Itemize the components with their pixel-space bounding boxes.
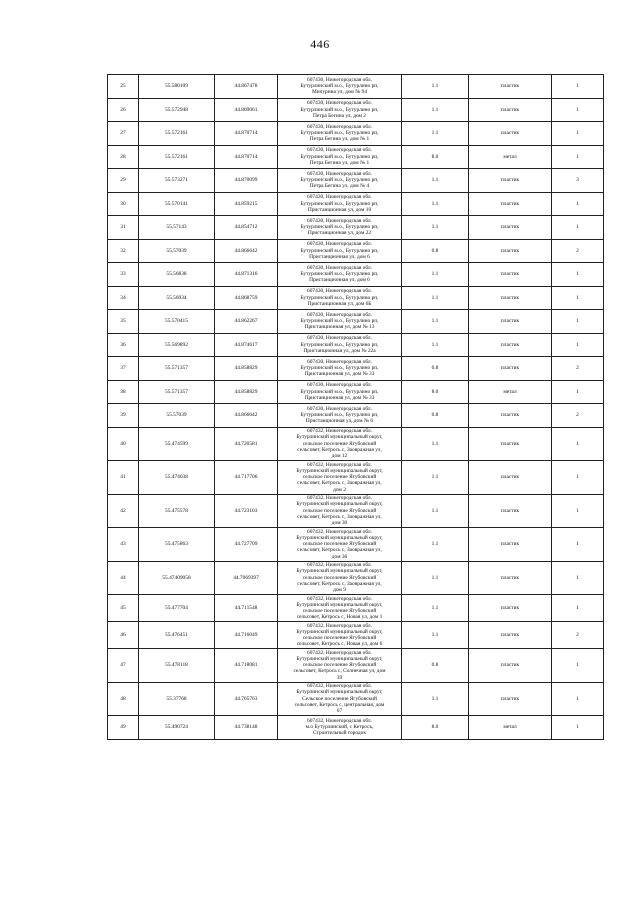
count-cell: 1 xyxy=(552,75,604,99)
address-line: сельсовет, Кетрось с, Заовражная ул, xyxy=(297,580,382,587)
count-cell: 1 xyxy=(552,98,604,122)
count-cell: 1 xyxy=(552,682,604,716)
area-cell: 1.1 xyxy=(402,310,469,334)
row-number-cell: 44 xyxy=(108,561,139,595)
row-number-cell: 42 xyxy=(108,494,139,528)
area-cell: 1.1 xyxy=(402,216,469,240)
area-cell: 1.1 xyxy=(402,561,469,595)
material-cell: пластик xyxy=(469,649,552,683)
count-cell: 1 xyxy=(552,461,604,495)
material-cell: пластик xyxy=(469,122,552,146)
table-row xyxy=(108,461,604,495)
material-cell: пластик xyxy=(469,333,552,357)
address-cell xyxy=(278,216,402,240)
row-number-cell: 46 xyxy=(108,622,139,649)
address-cell xyxy=(278,169,402,193)
address-line: 607430, Нижегородская обл. xyxy=(307,76,372,83)
row-number-cell: 30 xyxy=(108,192,139,216)
count-cell: 1 xyxy=(552,380,604,404)
address-line: дом 30 xyxy=(331,520,348,527)
address-line: дом 36 xyxy=(331,553,348,560)
area-cell: 1.1 xyxy=(402,427,469,461)
latitude-cell: 55.56934 xyxy=(139,286,215,310)
address-line: Пристанционная ул, дом № 33 xyxy=(304,394,375,401)
address-line: 607432, Нижегородская обл. xyxy=(307,717,372,724)
address-line: Бутурлинский м.о., Бутурлино рп, xyxy=(300,341,379,348)
area-cell: 1.1 xyxy=(402,622,469,649)
area-cell: 8.0 xyxy=(402,380,469,404)
address-line: м.о Бутурлинский, с Кетрось, xyxy=(305,724,374,731)
address-line: Бутурлинский муниципальный округ, xyxy=(296,689,383,696)
table-row xyxy=(108,263,604,287)
longitude-cell: 44.869061 xyxy=(215,98,278,122)
address-line: Бутурлинский м.о., Бутурлино рп, xyxy=(300,224,379,231)
address-line: 607430, Нижегородская обл. xyxy=(307,405,372,412)
address-line: сельское поселение Ягубовский xyxy=(302,608,377,614)
table-row xyxy=(108,649,604,683)
latitude-cell: 55.475863 xyxy=(139,528,215,562)
row-number-cell: 28 xyxy=(108,145,139,169)
address-line: 607432, Нижегородская обл. xyxy=(307,683,372,690)
area-cell: 1.1 xyxy=(402,122,469,146)
count-cell: 2 xyxy=(552,357,604,381)
address-cell xyxy=(278,427,402,461)
latitude-cell: 55.570415 xyxy=(139,310,215,334)
address-line: Бутурлинский муниципальный округ, xyxy=(296,467,383,474)
longitude-cell: 44.858829 xyxy=(215,357,278,381)
address-cell xyxy=(278,333,402,357)
material-cell: пластик xyxy=(469,357,552,381)
address-line: Бутурлинский муниципальный округ, xyxy=(296,501,383,508)
address-line: 607432, Нижегородская обл. xyxy=(307,528,372,535)
address-line: Бутурлинский м.о., Бутурлино рп, xyxy=(300,130,379,137)
address-cell xyxy=(278,561,402,595)
longitude-cell: 44.765763 xyxy=(215,682,278,716)
page-number: 446 xyxy=(310,37,330,51)
address-line: сельское поселение Ягубовский xyxy=(302,635,377,641)
area-cell: 1.1 xyxy=(402,286,469,310)
address-line: Бутурлинский муниципальный округ, xyxy=(296,534,383,541)
material-cell: пластик xyxy=(469,310,552,334)
address-line: 607430, Нижегородская обл. xyxy=(307,147,372,154)
address-line: 607430, Нижегородская обл. xyxy=(307,123,372,130)
latitude-cell: 55.572161 xyxy=(139,122,215,146)
address-line: Пристанционная ул, дом № 33 xyxy=(304,371,375,378)
longitude-cell: 44.866642 xyxy=(215,239,278,263)
latitude-cell: 55.478118 xyxy=(139,649,215,683)
longitude-cell: 44.871316 xyxy=(215,263,278,287)
address-cell xyxy=(278,239,402,263)
area-cell: 1.1 xyxy=(402,98,469,122)
row-number-cell: 26 xyxy=(108,98,139,122)
table-row xyxy=(108,75,604,99)
row-number-cell: 47 xyxy=(108,649,139,683)
latitude-cell: 55.570141 xyxy=(139,192,215,216)
longitude-cell: 44.874617 xyxy=(215,333,278,357)
row-number-cell: 25 xyxy=(108,75,139,99)
address-line: сельсовет, Кетрось с, Заовражная ул, xyxy=(297,547,382,554)
address-line: Бутурлинский муниципальный округ, xyxy=(296,434,383,441)
latitude-cell: 55.572948 xyxy=(139,98,215,122)
address-line: Бутурлинский м.о., Бутурлино рп, xyxy=(300,294,379,301)
longitude-cell: 44.718081 xyxy=(215,649,278,683)
count-cell: 1 xyxy=(552,716,604,740)
longitude-cell: 44.716049 xyxy=(215,622,278,649)
latitude-cell: 55.490724 xyxy=(139,716,215,740)
address-line: Бутурлинский м.о., Бутурлино рп, xyxy=(300,247,379,254)
longitude-cell: 44.727709 xyxy=(215,528,278,562)
address-line: 607432, Нижегородская обл. xyxy=(307,495,372,502)
container-sites-table xyxy=(107,74,604,740)
address-cell xyxy=(278,528,402,562)
address-line: Пристанционная ул, дом 6 xyxy=(309,253,370,260)
row-number-cell: 29 xyxy=(108,169,139,193)
longitude-cell: 44.720581 xyxy=(215,427,278,461)
row-number-cell: 35 xyxy=(108,310,139,334)
material-cell: пластик xyxy=(469,169,552,193)
area-cell: 1.1 xyxy=(402,528,469,562)
count-cell: 1 xyxy=(552,649,604,683)
table-row xyxy=(108,404,604,428)
longitude-cell: 44.870099 xyxy=(215,169,278,193)
longitude-cell: 44.870714 xyxy=(215,145,278,169)
address-line: 39 xyxy=(336,674,343,681)
count-cell: 2 xyxy=(552,239,604,263)
row-number-cell: 33 xyxy=(108,263,139,287)
material-cell: пластик xyxy=(469,561,552,595)
table-body xyxy=(108,75,604,740)
address-line: 607430, Нижегородская обл. xyxy=(307,241,372,248)
address-cell xyxy=(278,461,402,495)
address-cell xyxy=(278,622,402,649)
address-line: 607432, Нижегородская обл. xyxy=(307,595,372,602)
latitude-cell: 55.57039 xyxy=(139,239,215,263)
address-line: 607430, Нижегородская обл. xyxy=(307,170,372,177)
material-cell: метал xyxy=(469,380,552,404)
latitude-cell: 55.37768 xyxy=(139,682,215,716)
material-cell: пластик xyxy=(469,461,552,495)
row-number-cell: 43 xyxy=(108,528,139,562)
latitude-cell: 55.47409058 xyxy=(139,561,215,595)
address-line: 607432, Нижегородская обл. xyxy=(307,649,372,656)
material-cell: пластик xyxy=(469,595,552,622)
address-line: 607430, Нижегородская обл. xyxy=(307,311,372,318)
area-cell: 1.1 xyxy=(402,75,469,99)
table-row xyxy=(108,216,604,240)
area-cell: 1.1 xyxy=(402,192,469,216)
latitude-cell: 55.57039 xyxy=(139,404,215,428)
latitude-cell: 55.474599 xyxy=(139,427,215,461)
area-cell: 1.1 xyxy=(402,169,469,193)
address-line: Пристанционная ул, дом № 6 xyxy=(305,418,374,425)
count-cell: 1 xyxy=(552,494,604,528)
address-line: 607432, Нижегородская обл. xyxy=(307,622,372,629)
address-line: сельсовет, Кетрось с, Солнечная ул, дом xyxy=(293,668,386,675)
address-line: сельсовет, Кетрось с, Новая ул, дом 6 xyxy=(296,641,383,648)
address-line: 607430, Нижегородская обл. xyxy=(307,217,372,224)
row-number-cell: 38 xyxy=(108,380,139,404)
address-cell xyxy=(278,649,402,683)
table-row xyxy=(108,145,604,169)
address-line: Бутурлинский м.о., Бутурлино рп, xyxy=(300,318,379,325)
address-cell xyxy=(278,380,402,404)
count-cell: 1 xyxy=(552,286,604,310)
address-line: сельское поселение Ягубовский xyxy=(302,574,377,581)
address-line: Бутурлинский муниципальный округ, xyxy=(296,568,383,575)
address-cell xyxy=(278,75,402,99)
address-line: Бутурлинский м.о., Бутурлино рп, xyxy=(300,412,379,419)
table-row xyxy=(108,192,604,216)
address-cell xyxy=(278,494,402,528)
longitude-cell: 44.867478 xyxy=(215,75,278,99)
address-cell xyxy=(278,404,402,428)
table-row xyxy=(108,494,604,528)
address-cell xyxy=(278,716,402,740)
row-number-cell: 48 xyxy=(108,682,139,716)
address-line: Бутурлинский м.о., Бутурлино рп, xyxy=(300,153,379,160)
address-line: дом 12 xyxy=(331,453,348,460)
longitude-cell: 44.866642 xyxy=(215,404,278,428)
count-cell: 1 xyxy=(552,122,604,146)
count-cell: 1 xyxy=(552,333,604,357)
row-number-cell: 34 xyxy=(108,286,139,310)
area-cell: 0.8 xyxy=(402,649,469,683)
area-cell: 1.1 xyxy=(402,333,469,357)
address-line: Бутурлинский м.о., Бутурлино рп, xyxy=(300,388,379,395)
address-line: сельсовет, Кетрось с, Новая ул, дом 1 xyxy=(296,614,383,621)
longitude-cell: 44.723103 xyxy=(215,494,278,528)
address-line: Бутурлинский муниципальный округ, xyxy=(296,655,383,662)
row-number-cell: 45 xyxy=(108,595,139,622)
address-line: сельсовет, Кетрось с, Заовражная ул, xyxy=(297,480,382,487)
material-cell: пластик xyxy=(469,404,552,428)
address-line: сельское поселение Ягубовский xyxy=(302,440,377,447)
table-row xyxy=(108,427,604,461)
material-cell: пластик xyxy=(469,682,552,716)
address-line: 607430, Нижегородская обл. xyxy=(307,264,372,271)
address-line: 607432, Нижегородская обл. xyxy=(307,562,372,569)
longitude-cell: 44.711548 xyxy=(215,595,278,622)
table-row xyxy=(108,528,604,562)
address-cell xyxy=(278,682,402,716)
address-line: Петра Бегина ул, дом № 1 xyxy=(309,136,370,143)
latitude-cell: 55.477704 xyxy=(139,595,215,622)
address-line: 607430, Нижегородская обл. xyxy=(307,335,372,342)
material-cell: пластик xyxy=(469,494,552,528)
row-number-cell: 27 xyxy=(108,122,139,146)
longitude-cell: 44.868759 xyxy=(215,286,278,310)
latitude-cell: 55.573271 xyxy=(139,169,215,193)
table-row xyxy=(108,239,604,263)
longitude-cell: 44.854712 xyxy=(215,216,278,240)
address-line: 607430, Нижегородская обл. xyxy=(307,358,372,365)
table-row xyxy=(108,310,604,334)
table-row xyxy=(108,122,604,146)
latitude-cell: 55.572161 xyxy=(139,145,215,169)
count-cell: 1 xyxy=(552,595,604,622)
address-cell xyxy=(278,192,402,216)
material-cell: пластик xyxy=(469,427,552,461)
count-cell: 1 xyxy=(552,263,604,287)
material-cell: пластик xyxy=(469,528,552,562)
table-row xyxy=(108,380,604,404)
address-line: Бутурлинский м.о., Бутурлино рп, xyxy=(300,365,379,372)
address-cell xyxy=(278,263,402,287)
area-cell: 1.1 xyxy=(402,263,469,287)
address-cell xyxy=(278,98,402,122)
area-cell: 1.1 xyxy=(402,682,469,716)
material-cell: метал xyxy=(469,716,552,740)
address-line: сельсовет, Кетрось с, центральная, дом xyxy=(294,701,385,708)
latitude-cell: 55.56838 xyxy=(139,263,215,287)
address-line: Петра Бегина ул, дом № 4 xyxy=(309,183,370,190)
address-cell xyxy=(278,595,402,622)
address-line: Бутурлинский м.о., Бутурлино рп, xyxy=(300,83,379,90)
count-cell: 2 xyxy=(552,622,604,649)
row-number-cell: 40 xyxy=(108,427,139,461)
area-cell: 1.1 xyxy=(402,461,469,495)
address-cell xyxy=(278,357,402,381)
address-cell xyxy=(278,122,402,146)
address-line: Пристанционная ул, дом 10 xyxy=(307,206,372,213)
address-line: Строительный городок xyxy=(313,730,366,737)
address-line: сельсовет, Кетрось с, Заовражная ул, xyxy=(297,446,382,453)
table-row xyxy=(108,561,604,595)
area-cell: 1.1 xyxy=(402,494,469,528)
latitude-cell: 55.569892 xyxy=(139,333,215,357)
row-number-cell: 41 xyxy=(108,461,139,495)
address-line: сельское поселение Ягубовский xyxy=(302,541,377,548)
address-cell xyxy=(278,286,402,310)
count-cell: 1 xyxy=(552,561,604,595)
count-cell: 1 xyxy=(552,192,604,216)
latitude-cell: 55.475578 xyxy=(139,494,215,528)
count-cell: 1 xyxy=(552,216,604,240)
address-line: Бутурлинский м.о., Бутурлино рп, xyxy=(300,271,379,278)
longitude-cell: 44.738148 xyxy=(215,716,278,740)
material-cell: пластик xyxy=(469,192,552,216)
address-line: 607430, Нижегородская обл. xyxy=(307,100,372,107)
area-cell: 0.8 xyxy=(402,239,469,263)
address-line: Петра Бегина ул, дом 2 xyxy=(313,112,366,119)
latitude-cell: 55.474038 xyxy=(139,461,215,495)
count-cell: 3 xyxy=(552,169,604,193)
address-line: 607432, Нижегородская обл. xyxy=(307,428,372,435)
longitude-cell: 44.858829 xyxy=(215,380,278,404)
row-number-cell: 39 xyxy=(108,404,139,428)
table-row xyxy=(108,333,604,357)
address-line: Бутурлинский муниципальный округ, xyxy=(296,601,383,608)
address-line: Бутурлинский м.о., Бутурлино рп, xyxy=(300,177,379,184)
area-cell: 1.1 xyxy=(402,595,469,622)
address-line: дом 9 xyxy=(333,587,346,594)
count-cell: 2 xyxy=(552,404,604,428)
row-number-cell: 31 xyxy=(108,216,139,240)
material-cell: пластик xyxy=(469,286,552,310)
address-line: Бутурлинский муниципальный округ, xyxy=(296,628,383,635)
count-cell: 1 xyxy=(552,310,604,334)
row-number-cell: 37 xyxy=(108,357,139,381)
address-line: 67 xyxy=(336,708,343,715)
address-line: Мичурина ул, дом № 94 xyxy=(311,89,368,96)
address-line: сельсовет, Кетрось с, Заовражная ул, xyxy=(297,513,382,520)
latitude-cell: 55.571357 xyxy=(139,380,215,404)
longitude-cell: 44.870714 xyxy=(215,122,278,146)
count-cell: 1 xyxy=(552,145,604,169)
address-line: сельское поселение Ягубовский xyxy=(302,662,377,669)
material-cell: пластик xyxy=(469,98,552,122)
material-cell: пластик xyxy=(469,75,552,99)
material-cell: метал xyxy=(469,145,552,169)
address-line: Пристанционная ул, дом № 13 xyxy=(304,324,375,331)
row-number-cell: 32 xyxy=(108,239,139,263)
longitude-cell: 44.859215 xyxy=(215,192,278,216)
table-row xyxy=(108,357,604,381)
address-line: Бутурлинский м.о., Бутурлино рп, xyxy=(300,200,379,207)
longitude-cell: 44.717706 xyxy=(215,461,278,495)
address-line: 607430, Нижегородская обл. xyxy=(307,194,372,201)
address-line: Пристанционная ул, дом № 22а xyxy=(303,347,376,354)
address-line: Пристанционная ул, дом 22 xyxy=(307,230,372,237)
row-number-cell: 49 xyxy=(108,716,139,740)
count-cell: 1 xyxy=(552,528,604,562)
latitude-cell: 55.57143 xyxy=(139,216,215,240)
address-line: 607430, Нижегородская обл. xyxy=(307,288,372,295)
table-row xyxy=(108,682,604,716)
latitude-cell: 55.476451 xyxy=(139,622,215,649)
material-cell: пластик xyxy=(469,622,552,649)
table-row xyxy=(108,169,604,193)
address-line: 607430, Нижегородская обл. xyxy=(307,382,372,389)
material-cell: пластик xyxy=(469,216,552,240)
area-cell: 0.8 xyxy=(402,404,469,428)
table-row xyxy=(108,595,604,622)
table-row xyxy=(108,286,604,310)
row-number-cell: 36 xyxy=(108,333,139,357)
address-line: Пристанционная ул, дом 6Б xyxy=(307,300,372,307)
address-cell xyxy=(278,145,402,169)
address-line: сельское поселение Ягубовский xyxy=(302,507,377,514)
area-cell: 8.0 xyxy=(402,145,469,169)
address-line: Пристанционная ул, дом 6 xyxy=(309,277,370,284)
address-line: сельское поселение Ягубовский xyxy=(302,474,377,481)
table-row xyxy=(108,622,604,649)
latitude-cell: 55.571357 xyxy=(139,357,215,381)
area-cell: 8.0 xyxy=(402,716,469,740)
latitude-cell: 55.580109 xyxy=(139,75,215,99)
address-line: дом 2 xyxy=(333,486,346,493)
address-cell xyxy=(278,310,402,334)
table-row xyxy=(108,716,604,740)
address-line: Бутурлинский м.о., Бутурлино рп, xyxy=(300,106,379,113)
address-line: Петра Бегина ул, дом № 1 xyxy=(309,159,370,166)
material-cell: пластик xyxy=(469,239,552,263)
material-cell: пластик xyxy=(469,263,552,287)
address-line: 607432, Нижегородская обл. xyxy=(307,461,372,468)
area-cell: 0.8 xyxy=(402,357,469,381)
count-cell: 1 xyxy=(552,427,604,461)
address-line: Сельское поселение Ягубовский xyxy=(302,695,377,702)
longitude-cell: 44.862267 xyxy=(215,310,278,334)
longitude-cell: 44.7069397 xyxy=(215,561,278,595)
table-row xyxy=(108,98,604,122)
